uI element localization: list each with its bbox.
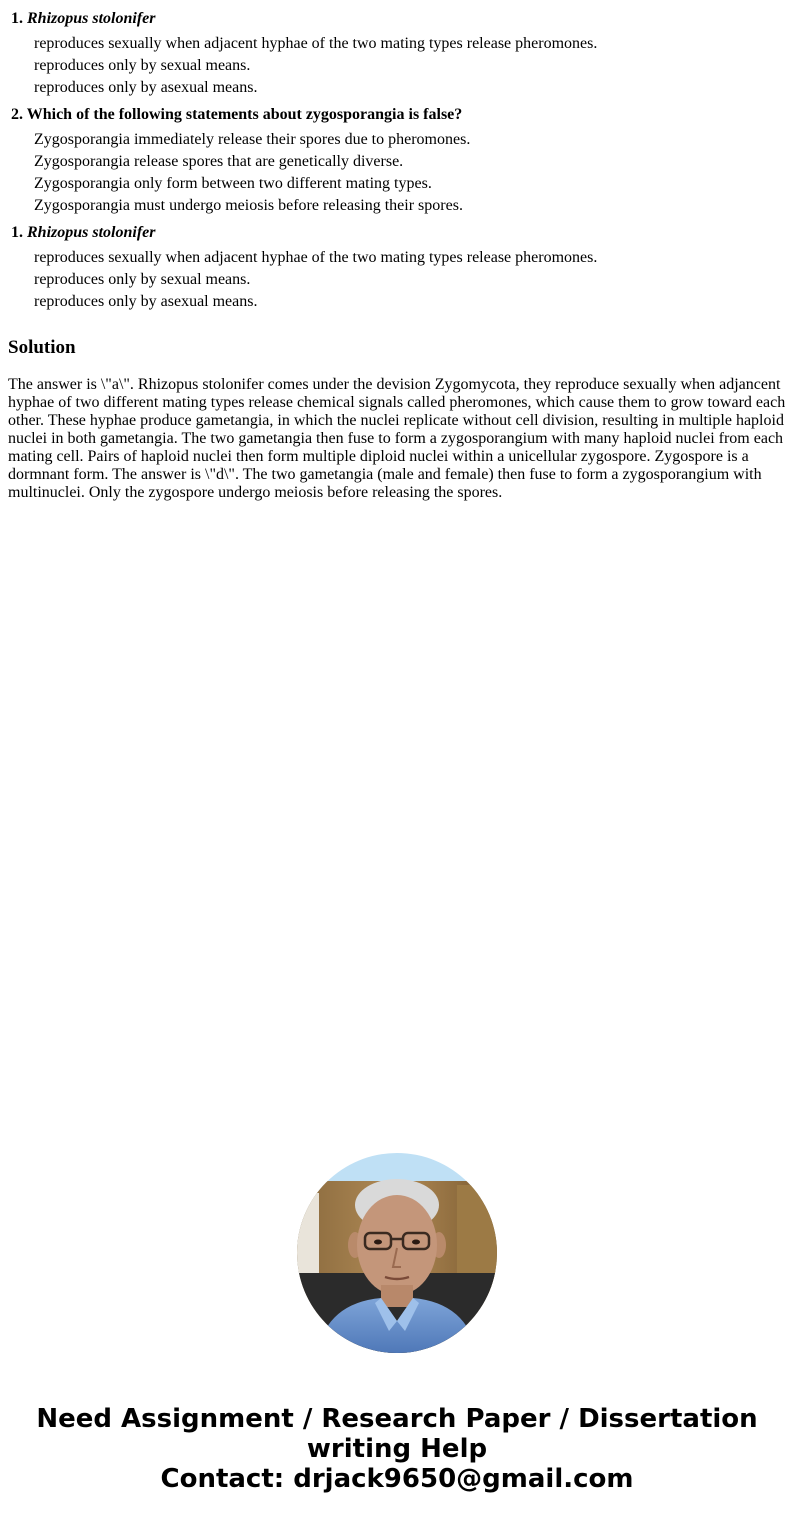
option-item: reproduces sexually when adjacent hyphae of the two mating types release pheromones. — [34, 35, 598, 52]
question-title: Which of the following statements about zygosporangia is false? — [26, 106, 463, 123]
question-heading — [8, 106, 788, 124]
question-number: 1. — [11, 10, 23, 27]
author-avatar — [297, 1153, 497, 1353]
option-item: Zygosporangia only form between two different mating types. — [34, 175, 432, 192]
option-list — [8, 247, 788, 313]
option-item: reproduces only by sexual means. — [34, 271, 251, 288]
promo-contact: Contact: drjack9650@gmail.com — [160, 1464, 634, 1494]
option-list — [8, 33, 788, 99]
solution-text: The answer is \"a\". Rhizopus stolonifer comes under the devision Zygomycota, they reproduce sexually when adjancent hyphae of two different mating types release chemical signals called pheromones, which cause them to grow toward each other. These hyphae produce gametangia, in which the nuclei replicate without cell division, resulting in multiple haploid nuclei in both gametangia. The two gametangia then fuse to form a zygosporangium with many haploid nuclei from each mating cell. Pairs of haploid nuclei then form multiple diploid nuclei within a unicellular zygospore. Zygospore is a dormnant form. The answer is \"d\". The two gametangia (male and female) then fuse to form a zygosporangium with multinuclei. Only the zygospore undergo meiosis before releasing the spores. — [8, 376, 786, 501]
avatar-portrait-image — [297, 1153, 497, 1353]
solution-heading: Solution — [8, 337, 76, 358]
promo-line-1: Need Assignment / Research Paper / Dissertation — [36, 1404, 758, 1434]
question-heading — [8, 224, 788, 242]
option-item: reproduces only by asexual means. — [34, 293, 258, 310]
option-item: reproduces only by sexual means. — [34, 57, 251, 74]
question-1-repeat — [8, 224, 788, 313]
question-title: Rhizopus stolonifer — [27, 10, 156, 27]
question-2 — [8, 106, 788, 217]
option-list — [8, 129, 788, 217]
question-title: Rhizopus stolonifer — [27, 224, 156, 241]
question-1 — [8, 10, 788, 99]
question-heading — [8, 10, 788, 28]
option-item: reproduces only by asexual means. — [34, 79, 258, 96]
solution-section — [8, 337, 788, 502]
promo-line-2: writing Help — [306, 1434, 488, 1464]
question-number: 2. — [11, 106, 23, 123]
option-item: Zygosporangia release spores that are genetically diverse. — [34, 153, 404, 170]
option-item: Zygosporangia must undergo meiosis before releasing their spores. — [34, 197, 463, 214]
option-item: reproduces sexually when adjacent hyphae of the two mating types release pheromones. — [34, 249, 598, 266]
question-number: 1. — [11, 224, 23, 241]
option-item: Zygosporangia immediately release their spores due to pheromones. — [34, 131, 471, 148]
